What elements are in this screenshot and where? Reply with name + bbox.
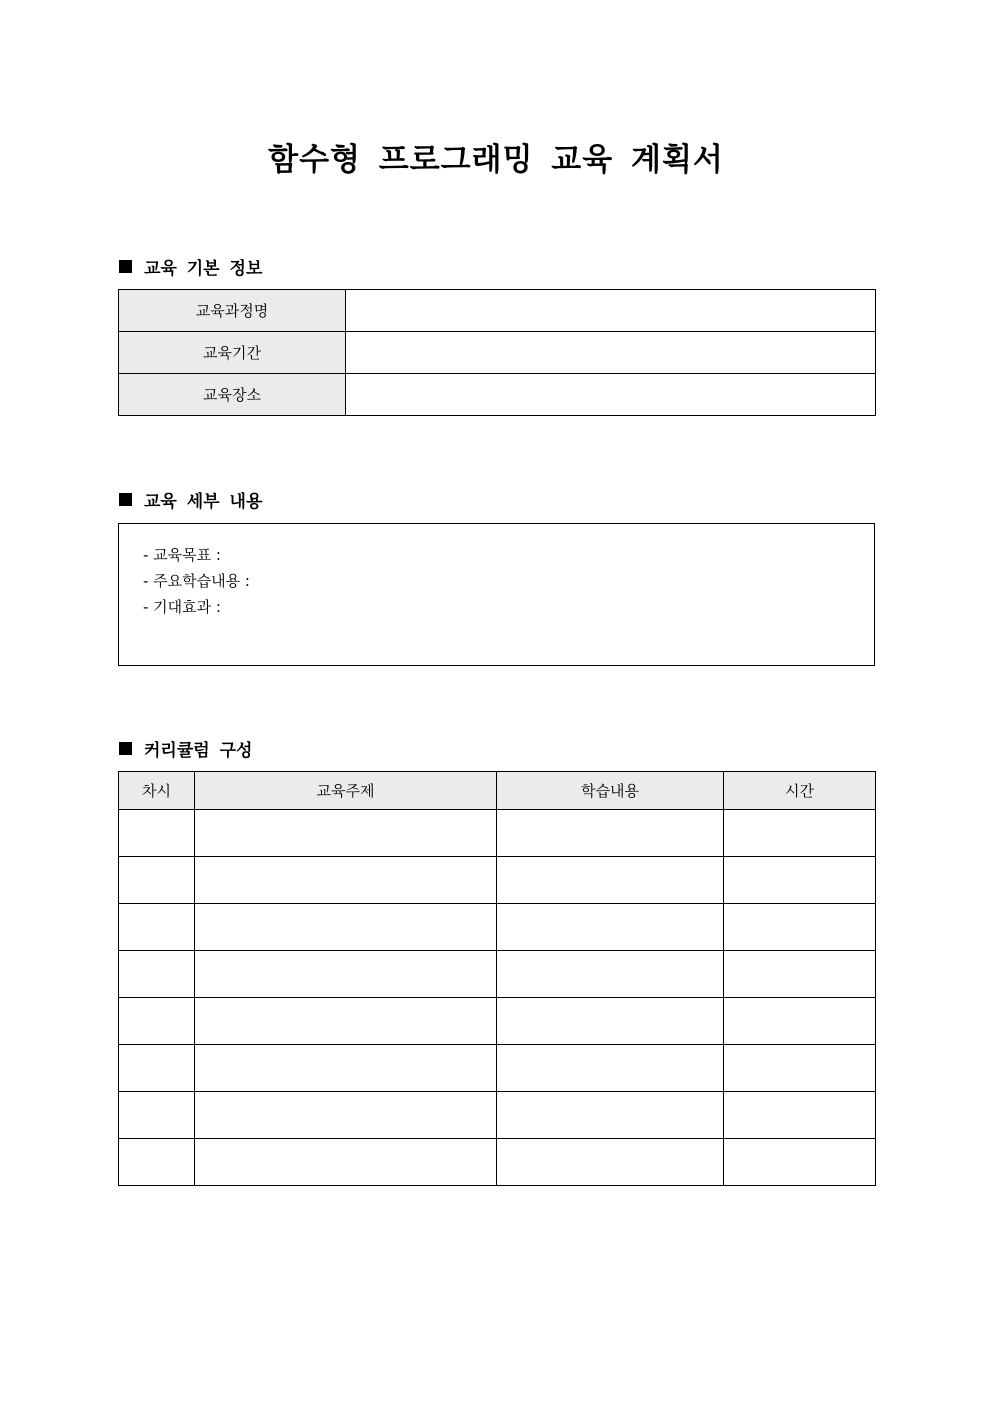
course-period-field[interactable] — [346, 332, 876, 374]
section-heading-label: 교육 기본 정보 — [144, 259, 263, 279]
session-cell[interactable] — [119, 857, 195, 904]
detail-item-objective: - 교육목표 : — [143, 546, 221, 564]
topic-cell[interactable] — [195, 904, 497, 951]
table-row — [119, 1092, 876, 1139]
content-cell[interactable] — [497, 1092, 724, 1139]
column-header-session: 차시 — [119, 772, 195, 810]
section-heading-curriculum — [119, 736, 252, 761]
column-header-topic: 교육주제 — [195, 772, 497, 810]
content-cell[interactable] — [497, 1139, 724, 1186]
session-cell[interactable] — [119, 1139, 195, 1186]
session-cell[interactable] — [119, 998, 195, 1045]
session-cell[interactable] — [119, 810, 195, 857]
course-location-label: 교육장소 — [119, 374, 346, 416]
square-bullet-icon — [119, 742, 132, 755]
time-cell[interactable] — [724, 1139, 876, 1186]
topic-cell[interactable] — [195, 857, 497, 904]
table-row — [119, 332, 876, 374]
content-cell[interactable] — [497, 904, 724, 951]
content-cell[interactable] — [497, 998, 724, 1045]
basic-info-table — [118, 289, 876, 416]
content-cell[interactable] — [497, 810, 724, 857]
topic-cell[interactable] — [195, 951, 497, 998]
details-box[interactable] — [118, 523, 875, 666]
course-name-field[interactable] — [346, 290, 876, 332]
time-cell[interactable] — [724, 904, 876, 951]
course-period-label: 교육기간 — [119, 332, 346, 374]
section-heading-basic-info — [119, 254, 262, 279]
topic-cell[interactable] — [195, 1139, 497, 1186]
topic-cell[interactable] — [195, 998, 497, 1045]
square-bullet-icon — [119, 260, 132, 273]
table-row — [119, 998, 876, 1045]
detail-item-main-content: - 주요학습내용 : — [143, 572, 250, 590]
topic-cell[interactable] — [195, 1092, 497, 1139]
table-header-row — [119, 772, 876, 810]
content-cell[interactable] — [497, 1045, 724, 1092]
time-cell[interactable] — [724, 951, 876, 998]
time-cell[interactable] — [724, 810, 876, 857]
curriculum-table-body — [119, 810, 876, 1186]
section-heading-label: 커리큘럼 구성 — [144, 741, 253, 761]
time-cell[interactable] — [724, 857, 876, 904]
table-row — [119, 374, 876, 416]
section-heading-details — [119, 487, 262, 512]
time-cell[interactable] — [724, 998, 876, 1045]
detail-item-expected-effect: - 기대효과 : — [143, 598, 221, 616]
content-cell[interactable] — [497, 951, 724, 998]
topic-cell[interactable] — [195, 1045, 497, 1092]
column-header-content: 학습내용 — [497, 772, 724, 810]
session-cell[interactable] — [119, 1045, 195, 1092]
session-cell[interactable] — [119, 904, 195, 951]
table-row — [119, 1139, 876, 1186]
table-row — [119, 951, 876, 998]
time-cell[interactable] — [724, 1092, 876, 1139]
curriculum-table — [118, 771, 876, 1186]
square-bullet-icon — [119, 493, 132, 506]
topic-cell[interactable] — [195, 810, 497, 857]
table-row — [119, 904, 876, 951]
course-location-field[interactable] — [346, 374, 876, 416]
table-row — [119, 1045, 876, 1092]
section-heading-label: 교육 세부 내용 — [144, 492, 263, 512]
table-row — [119, 857, 876, 904]
session-cell[interactable] — [119, 951, 195, 998]
column-header-time: 시간 — [724, 772, 876, 810]
time-cell[interactable] — [724, 1045, 876, 1092]
document-title: 함수형 프로그래밍 교육 계획서 — [268, 142, 724, 178]
content-cell[interactable] — [497, 857, 724, 904]
table-row — [119, 290, 876, 332]
course-name-label: 교육과정명 — [119, 290, 346, 332]
details-list — [119, 524, 874, 620]
table-row — [119, 810, 876, 857]
session-cell[interactable] — [119, 1092, 195, 1139]
